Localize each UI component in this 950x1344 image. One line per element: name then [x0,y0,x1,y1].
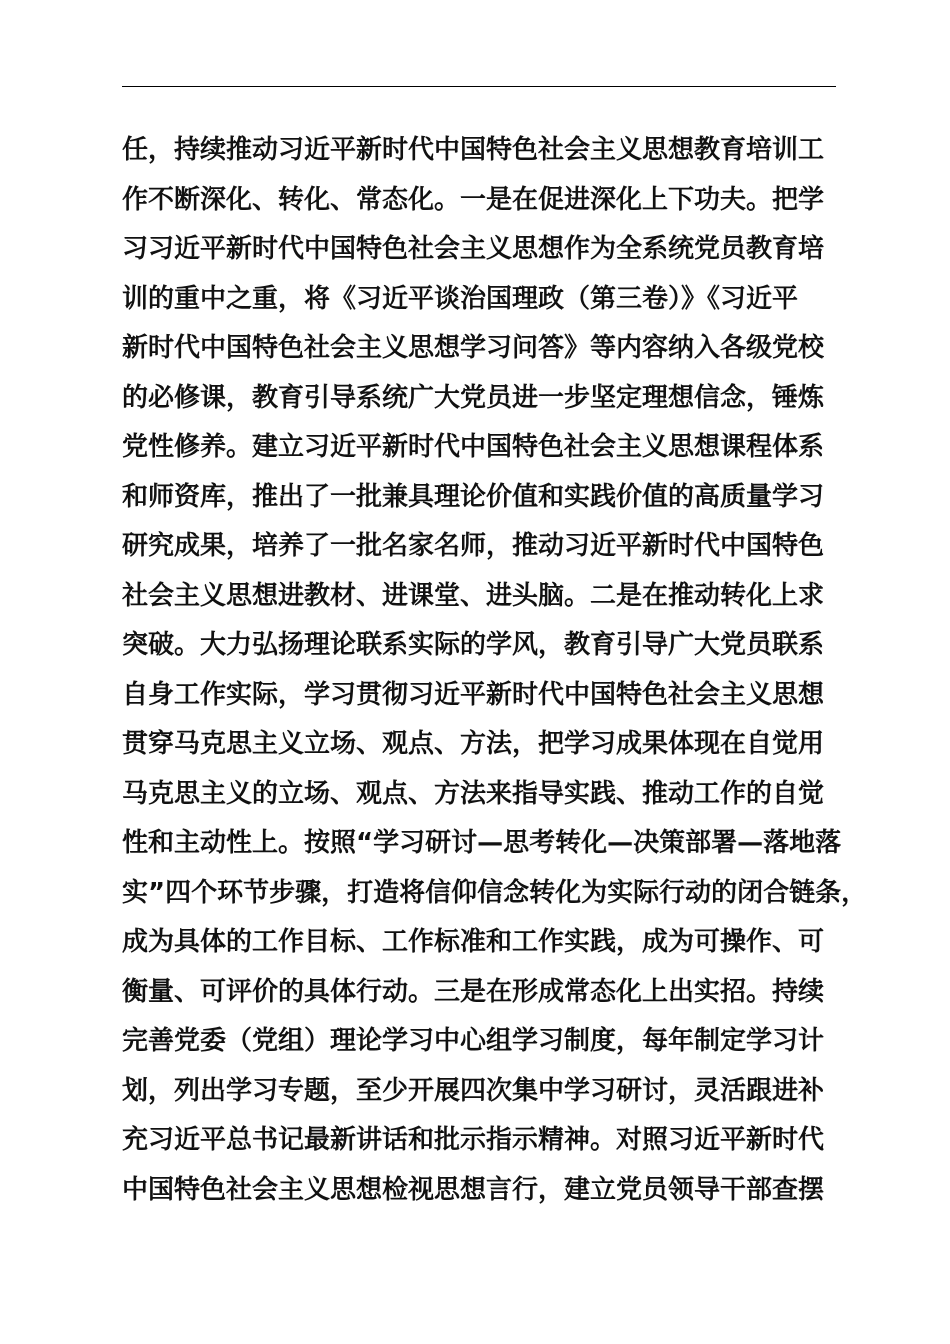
text-line: 党性修养。建立习近平新时代中国特色社会主义思想课程体系 [122,432,825,462]
text-line: 实”四个环节步骤，打造将信仰信念转化为实际行动的闭合链条， [122,877,868,908]
text-line: 贯穿马克思主义立场、观点、方法，把学习成果体现在自觉用 [122,729,825,759]
text-line: 划，列出学习专题，至少开展四次集中学习研讨，灵活跟进补 [122,1075,825,1106]
text-line: 作不断深化、转化、常态化。一是在促进深化上下功夫。把学 [122,184,825,215]
text-line: 衡量、可评价的具体行动。三是在形成常态化上出实招。持续 [122,976,825,1007]
text-line: 突破。大力弘扬理论联系实际的学风，教育引导广大党员联系 [122,630,825,660]
text-line: 任，持续推动习近平新时代中国特色社会主义思想教育培训工 [122,135,825,165]
text-line: 性和主动性上。按照“学习研讨—思考转化—决策部署—落地落 [122,828,842,858]
text-line: 社会主义思想进教材、进课堂、进头脑。二是在推动转化上求 [122,580,825,611]
text-line: 马克思主义的立场、观点、方法来指导实践、推动工作的自觉 [122,778,825,809]
text-line: 中国特色社会主义思想检视思想言行，建立党员领导干部查摆 [122,1174,825,1205]
header-rule [122,86,836,87]
text-line: 新时代中国特色社会主义思想学习问答》等内容纳入各级党校 [122,333,825,363]
text-line: 成为具体的工作目标、工作标准和工作实践，成为可操作、可 [122,927,825,957]
text-line: 研究成果，培养了一批名家名师，推动习近平新时代中国特色 [122,531,825,561]
text-line: 自身工作实际，学习贯彻习近平新时代中国特色社会主义思想 [122,679,825,710]
text-line: 的必修课，教育引导系统广大党员进一步坚定理想信念，锤炼 [122,382,825,413]
text-line: 习习近平新时代中国特色社会主义思想作为全系统党员教育培 [122,234,825,264]
text-line: 完善党委（党组）理论学习中心组学习制度，每年制定学习计 [122,1026,825,1056]
text-line: 和师资库，推出了一批兼具理论价值和实践价值的高质量学习 [122,481,825,512]
body-paragraph [122,126,882,1215]
text-line: 充习近平总书记最新讲话和批示指示精神。对照习近平新时代 [122,1125,825,1155]
text-line: 训的重中之重，将《习近平谈治国理政（第三卷）》《习近平 [122,283,799,314]
